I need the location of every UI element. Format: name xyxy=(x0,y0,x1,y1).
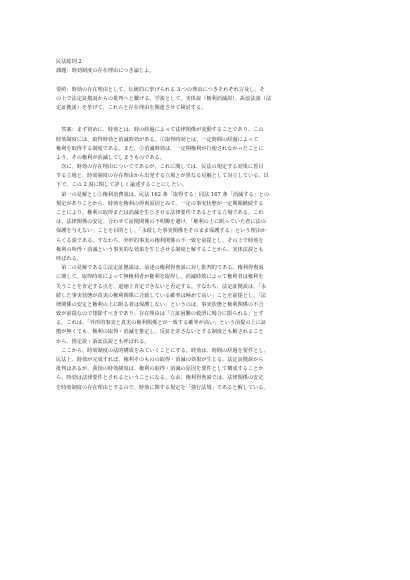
text-line: 続した事実状態が真実の権利関係に合致している確率は極めて高い」ことを前提とし、「法 xyxy=(56,292,267,299)
summary-block xyxy=(56,86,356,114)
answer-paragraph-5 xyxy=(56,347,356,393)
document-page xyxy=(56,58,356,393)
assignment-title: 課題：時効制度の存在理由につき論じよ。 xyxy=(56,68,155,75)
spacer xyxy=(56,113,356,122)
summary-line: 要約：時効の存在理由として、伝統的に挙げられる 3 つの理由につきそれぞれ言及し、そ xyxy=(56,86,265,93)
text-line: 第二の見解である②法定証拠説は、前述の権利得喪説に対し批判的である。権利得喪説 xyxy=(56,265,264,272)
text-line: 第一の見解とし①権利消費説は、民法 162 条「取得する」同法 167 条「消滅する」との xyxy=(56,191,270,198)
text-line: 規定がありことから、時効を権利の得喪原因とみて、一定の事実状態が一定期間継続する xyxy=(56,200,264,207)
text-line: 律関係の安定と権利の上に眠る者は保護しない」というのは、事実状態と権利関係の不合 xyxy=(56,301,264,308)
text-line: 批判はあるが、我国の時効制度は、権利の取得・消滅の原因を要件として構成することか xyxy=(56,366,264,373)
text-line: 権利を取得する制度である。また、②消滅時効は、一定期権利が行使されなかったことに xyxy=(56,145,264,152)
text-line: は、法律関係の安定、合わせて証拠関係の不明瞭を避け、「権利の上に眠っていた者に法の xyxy=(56,219,266,226)
text-line: に関して、取得時効によって無権利者が権利を取得し、消滅時効によって権利者は権利を xyxy=(56,274,264,281)
text-line: 拠が無くても、権利の取得・消滅を推定し、反証を許さないとする制度とも解されること xyxy=(56,329,264,336)
spacer xyxy=(56,76,356,85)
text-line: 失うことを肯定する点を、道徳上肯定できないと否定する。すなわち、法定証拠説は、「永 xyxy=(56,283,267,290)
answer-paragraph-1 xyxy=(56,126,356,163)
text-line: 次に、時効の存在理由についてであるが、これに関しては、民法の規定する効果に着目 xyxy=(56,164,264,171)
text-line: 保護を与えない」ことを目的とし、「永続した事実関係をそのまま保護する」という理由か xyxy=(56,228,267,235)
summary-line: 定証拠説）を挙げて、これらと存在理由を関連させて検討する。 xyxy=(56,104,207,111)
answer-paragraph-2 xyxy=(56,163,356,191)
summary-line: の上で法定証拠説からの批判へと繋げる。学説として、実体説（権利消滅説）、訴訟法説（法 xyxy=(56,95,272,102)
text-line: ら、時効は法律要件とされるということになる。なお、権利得喪説では、法律関係の安定 xyxy=(56,375,264,382)
text-line: より、その権利が消滅してしまうものである。 xyxy=(56,154,165,161)
text-line: 答案：まず初めに、時効とは、時の経過によって法律関係が変動することであり、この xyxy=(56,127,264,134)
text-line: 権利の所得・消滅という事実的な効果を生じさせる制度と解することから、実体法説とも xyxy=(56,246,264,253)
answer-paragraph-3 xyxy=(56,191,356,265)
course-name: 民法総則 2 xyxy=(56,59,82,65)
text-line: 時効制度には、取得時効と消滅時効がある。①取得時効とは、一定時間の経過によって xyxy=(56,136,259,143)
answer-paragraph-4 xyxy=(56,264,356,347)
text-line: 呼ばれる。 xyxy=(56,255,82,262)
text-line: から、推定説・訴訟法説とも呼ばれる。 xyxy=(56,338,150,345)
text-line: ことにより、権利の取得または消滅を生じさせる法律要件であるとする立場である。これ xyxy=(56,210,264,216)
text-line: らくる説である。すなわち、外形的事実の権利関係の不一致を前提とし、その上で時効を xyxy=(56,237,264,244)
text-line: ここから、時効制度の法的構成をみていくことにする。時効は、時間の経過を要件とし、 xyxy=(56,347,269,354)
text-line: 民法上、時効が完成すれば、権利そのものの取得・消滅の効果が生じる。法定証拠説から xyxy=(56,357,264,363)
text-line: する立場と、時効制度の存在理由から出発する立場とが異なる見解として対立している。以 xyxy=(56,173,269,180)
text-line: る。これは、「外形的事実と真実の権利関係とが一致する確率が高い」という前提の上に証 xyxy=(56,320,267,327)
text-line: 下で、この 2 説に関して詳しく論述することにしたい。 xyxy=(56,182,187,189)
text-line: 致が前提なので排除すべきであり、存在理由は「立証困難の救済に場合に限られる」とす xyxy=(56,311,264,318)
text-line: を時効制度の存在理由とするので、時効に関する規定を「強行法規」であると解している。 xyxy=(56,384,269,391)
